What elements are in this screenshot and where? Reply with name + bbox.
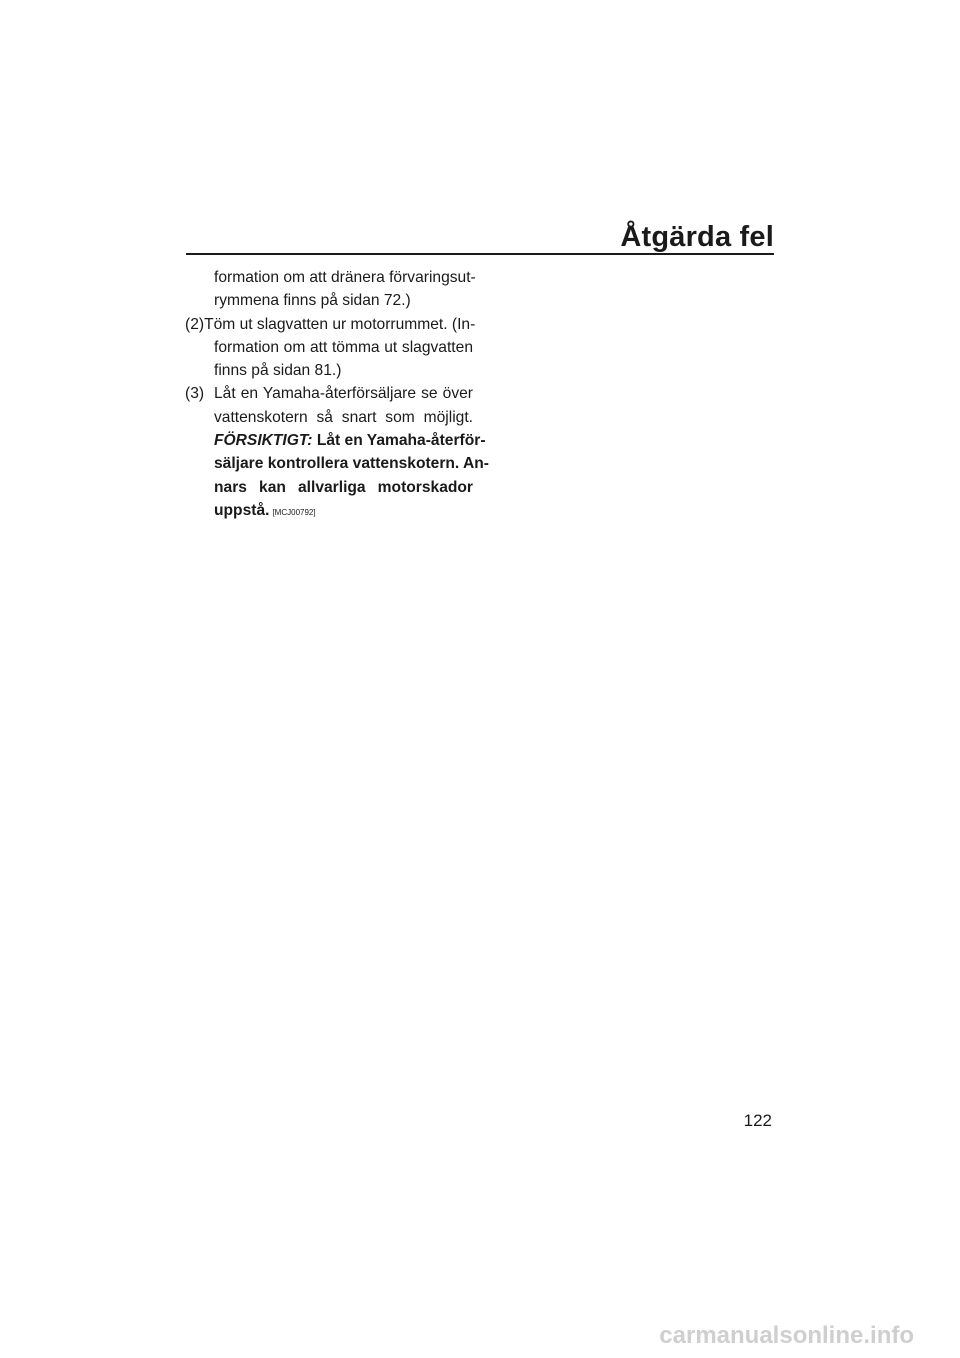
list-item-2 [185, 313, 476, 336]
title-rule [186, 253, 774, 255]
caution-text: Låt en Yamaha-återför- [316, 432, 486, 450]
continuation-line-1: formation om att dränera förvaringsut- [214, 269, 476, 286]
caution-last-line [185, 499, 473, 522]
reference-code: [MCJ00792] [272, 507, 316, 517]
caution-text: uppstå. [214, 501, 270, 519]
item-text-line: formation om att tömma ut slagvatten [214, 338, 473, 356]
caution-text-line: nars kan allvarliga motorskador [214, 478, 473, 496]
item-number: (2) [185, 315, 205, 333]
item-text-line: vattenskotern så snart som möjligt. [214, 408, 473, 426]
item-number: (3) [185, 385, 205, 403]
list-item-3 [185, 382, 473, 405]
page-title: Åtgärda fel [620, 221, 774, 253]
page-number: 122 [743, 1111, 772, 1130]
text-column [185, 266, 489, 522]
item-text-line: Töm ut slagvatten ur motorrummet. (In- [204, 315, 476, 333]
item-text-line: Låt en Yamaha-återförsäljare se över [214, 385, 473, 403]
caution-label: FÖRSIKTIGT: [214, 432, 313, 450]
caution-line [185, 429, 486, 452]
watermark: carmanualsonline.info [659, 1322, 914, 1349]
item-text-line: finns på sidan 81.) [214, 362, 342, 380]
continuation-line-2: rymmena finns på sidan 72.) [214, 292, 411, 310]
caution-text-line: säljare kontrollera vattenskotern. An- [214, 455, 489, 473]
